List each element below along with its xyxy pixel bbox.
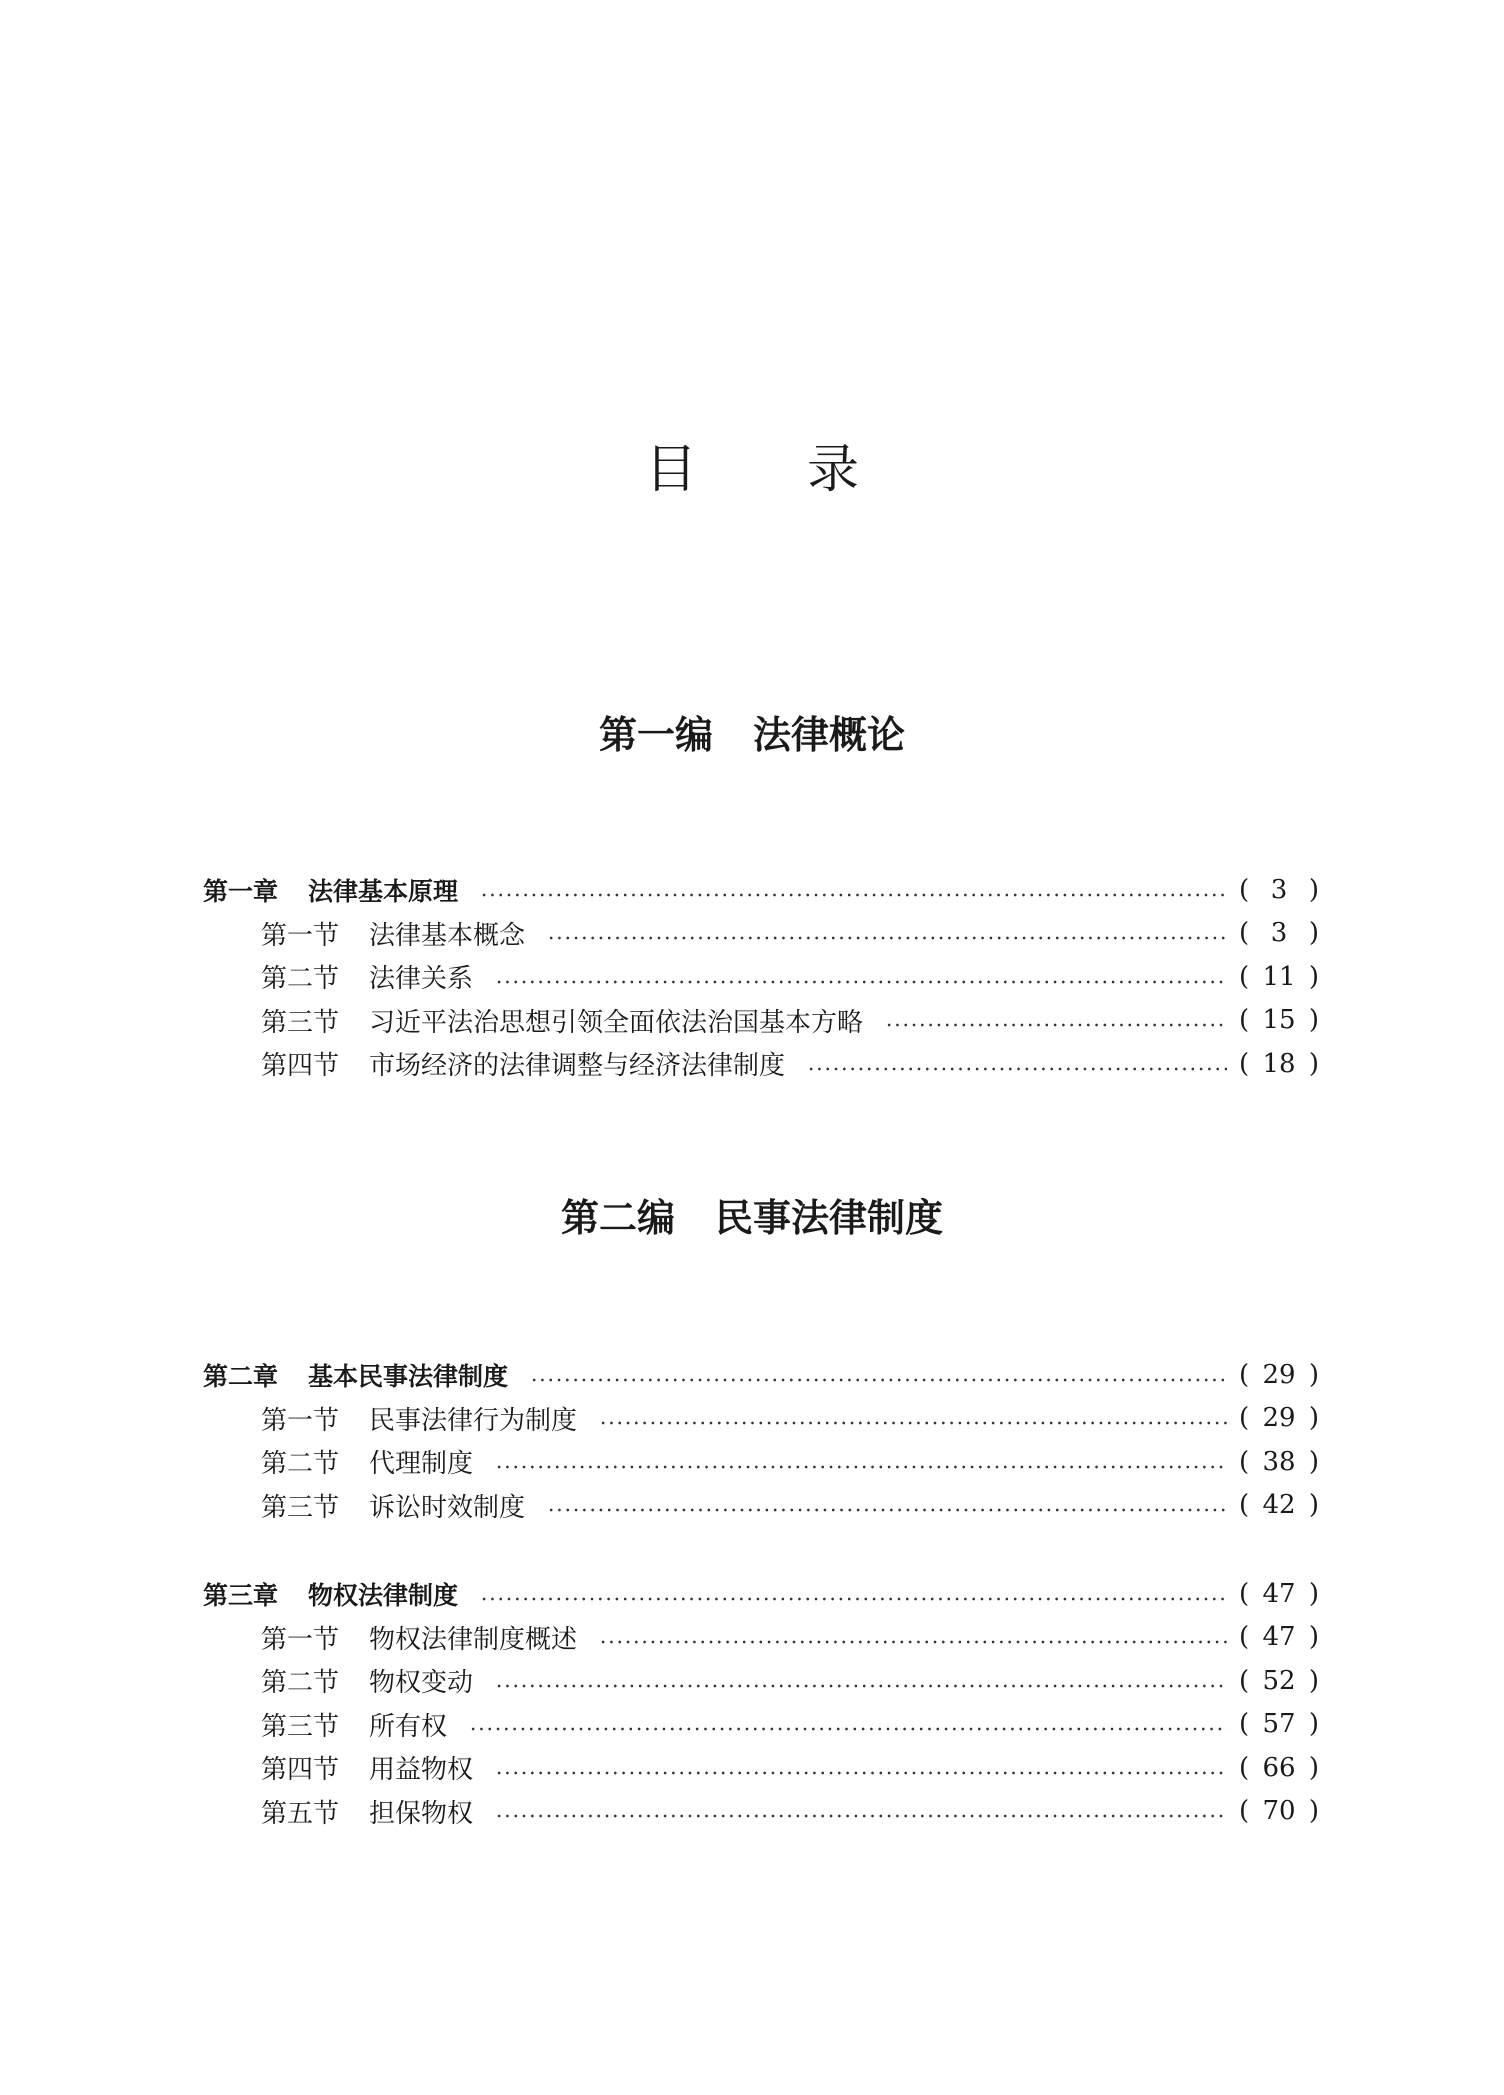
toc-section-entry[interactable] bbox=[203, 1397, 1319, 1441]
part-name: 民事法律制度 bbox=[715, 1195, 944, 1240]
chapter-number: 第三章 bbox=[203, 1580, 279, 1610]
page-number: 15 bbox=[1262, 1005, 1296, 1036]
toc-block-part-2-ch3 bbox=[203, 1572, 1319, 1833]
chapter-number: 第一章 bbox=[203, 876, 279, 906]
page-ref: ( 29 ) bbox=[1239, 1359, 1319, 1390]
dot-leader bbox=[530, 1378, 1227, 1382]
chapter-title: 法律基本原理 bbox=[308, 876, 459, 906]
part-number: 第二编 bbox=[560, 1195, 675, 1240]
section-number: 第三节 bbox=[261, 1007, 340, 1038]
section-title: 物权变动 bbox=[369, 1668, 474, 1699]
toc-section-entry[interactable] bbox=[203, 1659, 1319, 1703]
page-number: 47 bbox=[1262, 1578, 1296, 1609]
chapter-number: 第二章 bbox=[203, 1361, 279, 1391]
section-title: 物权法律制度概述 bbox=[369, 1624, 578, 1655]
dot-leader bbox=[495, 980, 1227, 984]
page-ref: ( 3 ) bbox=[1239, 874, 1319, 905]
page-ref: ( 15 ) bbox=[1239, 1005, 1319, 1036]
toc-chapter-entry[interactable] bbox=[203, 1353, 1319, 1397]
section-title: 法律基本概念 bbox=[369, 920, 526, 951]
dot-leader bbox=[495, 1684, 1227, 1688]
page-number: 47 bbox=[1262, 1622, 1296, 1653]
section-title: 诉讼时效制度 bbox=[369, 1492, 526, 1523]
page-ref: ( 52 ) bbox=[1239, 1665, 1319, 1696]
page-number: 42 bbox=[1262, 1490, 1296, 1521]
section-title: 市场经济的法律调整与经济法律制度 bbox=[369, 1051, 786, 1082]
section-number: 第一节 bbox=[261, 920, 340, 951]
page-ref: ( 29 ) bbox=[1239, 1403, 1319, 1434]
section-title: 用益物权 bbox=[369, 1755, 474, 1786]
toc-section-entry[interactable] bbox=[203, 1616, 1319, 1660]
page-ref: ( 70 ) bbox=[1239, 1796, 1319, 1827]
page-number: 3 bbox=[1270, 874, 1288, 905]
section-title: 所有权 bbox=[369, 1711, 448, 1742]
page-number: 70 bbox=[1262, 1796, 1296, 1827]
section-title: 担保物权 bbox=[369, 1798, 474, 1829]
toc-section-entry[interactable] bbox=[203, 1746, 1319, 1790]
dot-leader bbox=[807, 1067, 1227, 1071]
dot-leader bbox=[469, 1727, 1227, 1731]
toc-section-entry[interactable] bbox=[203, 1703, 1319, 1747]
dot-leader bbox=[547, 1508, 1227, 1512]
section-number: 第四节 bbox=[261, 1755, 340, 1786]
page-number: 29 bbox=[1262, 1359, 1296, 1390]
toc-section-entry[interactable] bbox=[203, 912, 1319, 956]
dot-leader bbox=[599, 1640, 1227, 1644]
part-heading bbox=[0, 1195, 1504, 1241]
page-ref: ( 47 ) bbox=[1239, 1622, 1319, 1653]
section-number: 第五节 bbox=[261, 1798, 340, 1829]
section-number: 第二节 bbox=[261, 964, 340, 995]
toc-chapter-entry[interactable] bbox=[203, 1572, 1319, 1616]
page-ref: ( 38 ) bbox=[1239, 1446, 1319, 1477]
dot-leader bbox=[547, 936, 1227, 940]
dot-leader bbox=[480, 1597, 1227, 1601]
section-title: 民事法律行为制度 bbox=[369, 1405, 578, 1436]
section-title: 法律关系 bbox=[369, 964, 474, 995]
section-number: 第二节 bbox=[261, 1449, 340, 1480]
section-number: 第二节 bbox=[261, 1668, 340, 1699]
page-number: 38 bbox=[1262, 1446, 1296, 1477]
page-number: 18 bbox=[1262, 1048, 1296, 1079]
page-number: 52 bbox=[1262, 1665, 1296, 1696]
toc-section-entry[interactable] bbox=[203, 1790, 1319, 1834]
dot-leader bbox=[495, 1814, 1227, 1818]
dot-leader bbox=[599, 1421, 1227, 1425]
toc-chapter-entry[interactable] bbox=[203, 868, 1319, 912]
toc-block-part-2-ch2 bbox=[203, 1353, 1319, 1527]
section-number: 第四节 bbox=[261, 1051, 340, 1082]
page-ref: ( 57 ) bbox=[1239, 1709, 1319, 1740]
toc-section-entry[interactable] bbox=[203, 1440, 1319, 1484]
section-number: 第一节 bbox=[261, 1624, 340, 1655]
part-heading bbox=[0, 712, 1504, 758]
page-number: 57 bbox=[1262, 1709, 1296, 1740]
dot-leader bbox=[495, 1465, 1227, 1469]
toc-section-entry[interactable] bbox=[203, 955, 1319, 999]
page-ref: ( 11 ) bbox=[1239, 961, 1319, 992]
page-title: 目录 bbox=[644, 440, 969, 500]
page-number: 66 bbox=[1262, 1752, 1296, 1783]
chapter-title: 物权法律制度 bbox=[308, 1580, 459, 1610]
dot-leader bbox=[495, 1771, 1227, 1775]
page-ref: ( 47 ) bbox=[1239, 1578, 1319, 1609]
page-ref: ( 3 ) bbox=[1239, 918, 1319, 949]
toc-section-entry[interactable] bbox=[203, 999, 1319, 1043]
toc-section-entry[interactable] bbox=[203, 1484, 1319, 1528]
page-number: 29 bbox=[1262, 1403, 1296, 1434]
page-number: 3 bbox=[1270, 918, 1288, 949]
page-ref: ( 42 ) bbox=[1239, 1490, 1319, 1521]
page-ref: ( 18 ) bbox=[1239, 1048, 1319, 1079]
part-name: 法律概论 bbox=[753, 712, 906, 757]
chapter-title: 基本民事法律制度 bbox=[308, 1361, 509, 1391]
section-number: 第三节 bbox=[261, 1711, 340, 1742]
page-ref: ( 66 ) bbox=[1239, 1752, 1319, 1783]
dot-leader bbox=[885, 1023, 1227, 1027]
section-number: 第一节 bbox=[261, 1405, 340, 1436]
section-number: 第三节 bbox=[261, 1492, 340, 1523]
part-number: 第一编 bbox=[598, 712, 713, 757]
toc-block-part-1 bbox=[203, 868, 1319, 1086]
dot-leader bbox=[480, 893, 1227, 897]
page-number: 11 bbox=[1262, 961, 1296, 992]
section-title: 习近平法治思想引领全面依法治国基本方略 bbox=[369, 1007, 864, 1038]
section-title: 代理制度 bbox=[369, 1449, 474, 1480]
toc-section-entry[interactable] bbox=[203, 1042, 1319, 1086]
